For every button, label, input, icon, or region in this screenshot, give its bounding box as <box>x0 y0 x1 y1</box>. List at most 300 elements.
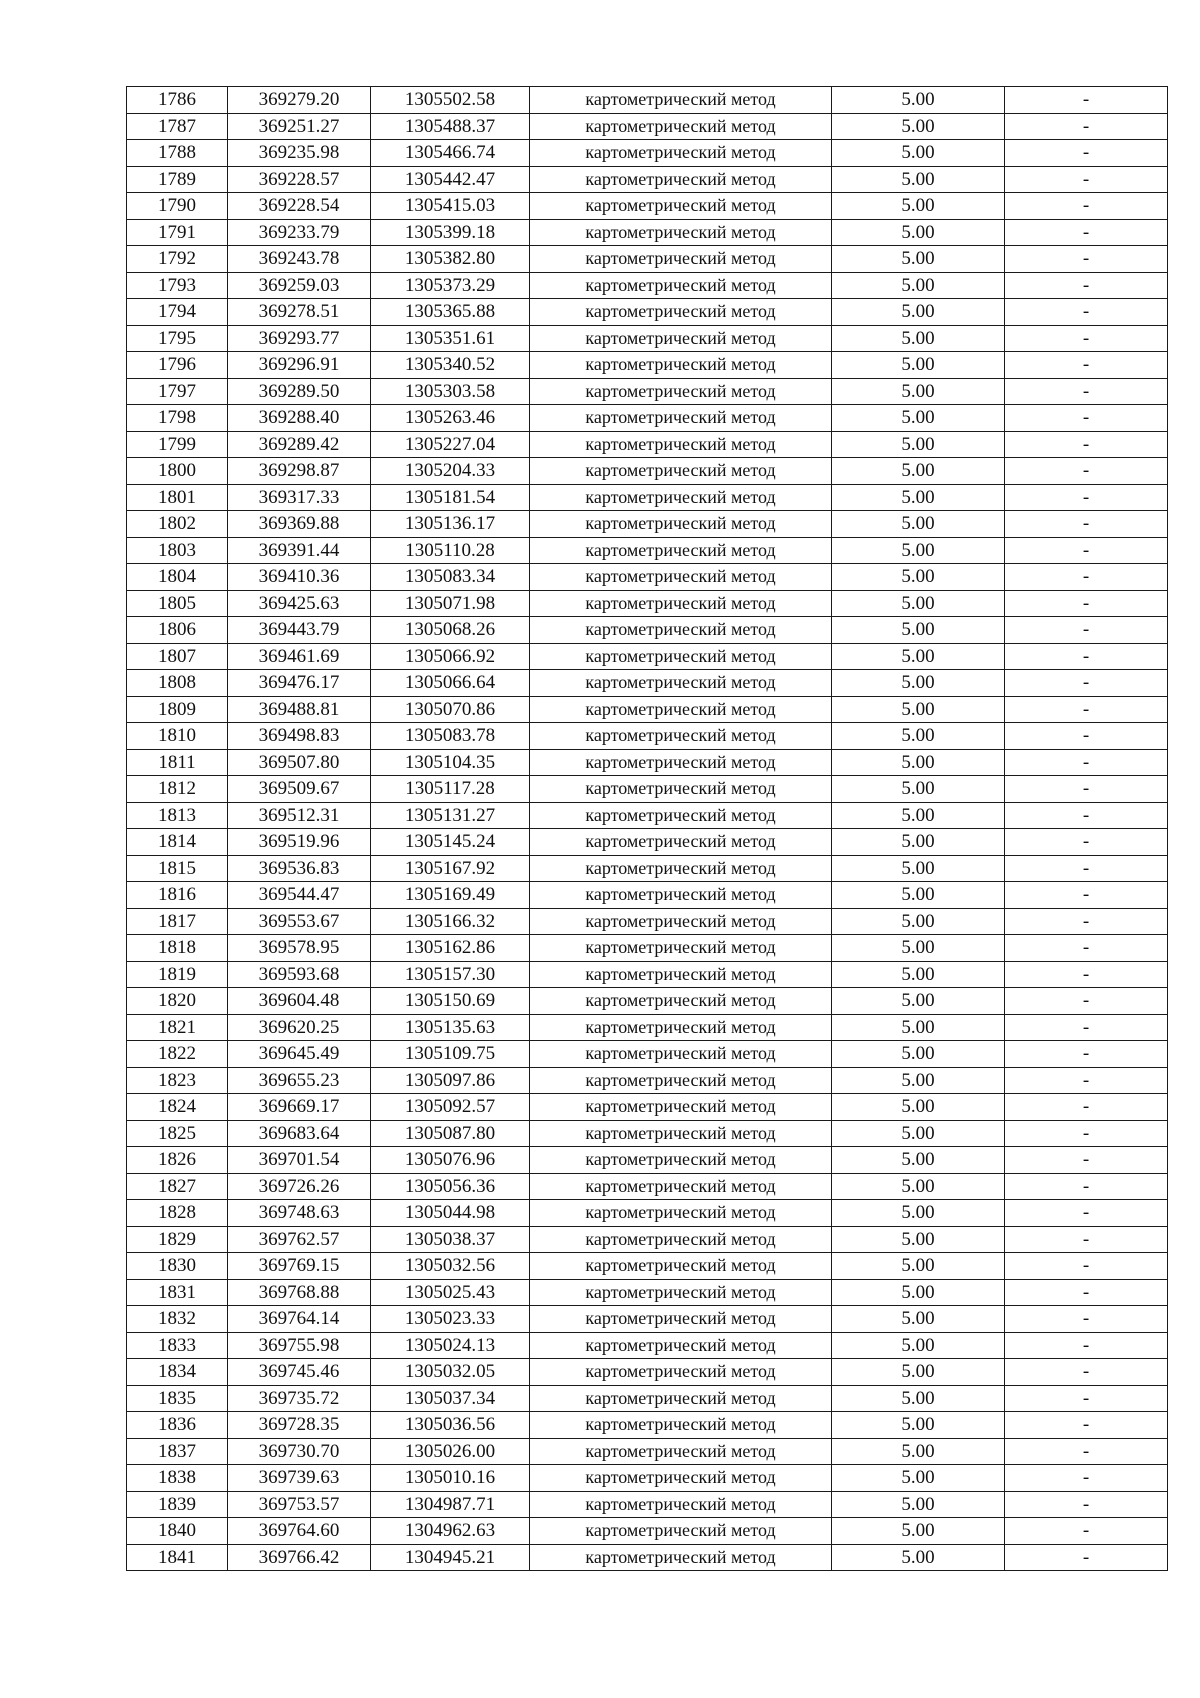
note-cell: - <box>1005 829 1168 856</box>
method-cell: картометрический метод <box>530 855 832 882</box>
note-cell: - <box>1005 1412 1168 1439</box>
table-row <box>127 590 1168 617</box>
x-coordinate-cell: 369748.63 <box>228 1200 371 1227</box>
table-row <box>127 749 1168 776</box>
y-coordinate-cell: 1305066.92 <box>371 643 530 670</box>
x-coordinate-cell: 369604.48 <box>228 988 371 1015</box>
x-coordinate-cell: 369235.98 <box>228 140 371 167</box>
note-cell: - <box>1005 1226 1168 1253</box>
accuracy-cell: 5.00 <box>832 458 1005 485</box>
note-cell: - <box>1005 723 1168 750</box>
x-coordinate-cell: 369755.98 <box>228 1332 371 1359</box>
table-row <box>127 1253 1168 1280</box>
point-number-cell: 1815 <box>127 855 228 882</box>
accuracy-cell: 5.00 <box>832 219 1005 246</box>
x-coordinate-cell: 369735.72 <box>228 1385 371 1412</box>
y-coordinate-cell: 1305066.64 <box>371 670 530 697</box>
y-coordinate-cell: 1304987.71 <box>371 1491 530 1518</box>
note-cell: - <box>1005 1253 1168 1280</box>
point-number-cell: 1798 <box>127 405 228 432</box>
table-row <box>127 882 1168 909</box>
table-row <box>127 1332 1168 1359</box>
accuracy-cell: 5.00 <box>832 246 1005 273</box>
y-coordinate-cell: 1305117.28 <box>371 776 530 803</box>
x-coordinate-cell: 369410.36 <box>228 564 371 591</box>
point-number-cell: 1802 <box>127 511 228 538</box>
y-coordinate-cell: 1305351.61 <box>371 325 530 352</box>
table-row <box>127 696 1168 723</box>
note-cell: - <box>1005 1332 1168 1359</box>
x-coordinate-cell: 369768.88 <box>228 1279 371 1306</box>
accuracy-cell: 5.00 <box>832 564 1005 591</box>
x-coordinate-cell: 369764.14 <box>228 1306 371 1333</box>
table-row <box>127 1279 1168 1306</box>
method-cell: картометрический метод <box>530 1306 832 1333</box>
point-number-cell: 1803 <box>127 537 228 564</box>
table-row <box>127 299 1168 326</box>
y-coordinate-cell: 1305068.26 <box>371 617 530 644</box>
note-cell: - <box>1005 1518 1168 1545</box>
point-number-cell: 1786 <box>127 87 228 114</box>
method-cell: картометрический метод <box>530 1544 832 1571</box>
x-coordinate-cell: 369233.79 <box>228 219 371 246</box>
table-row <box>127 458 1168 485</box>
point-number-cell: 1816 <box>127 882 228 909</box>
point-number-cell: 1821 <box>127 1014 228 1041</box>
accuracy-cell: 5.00 <box>832 908 1005 935</box>
x-coordinate-cell: 369730.70 <box>228 1438 371 1465</box>
y-coordinate-cell: 1305263.46 <box>371 405 530 432</box>
accuracy-cell: 5.00 <box>832 1147 1005 1174</box>
note-cell: - <box>1005 1385 1168 1412</box>
accuracy-cell: 5.00 <box>832 1465 1005 1492</box>
accuracy-cell: 5.00 <box>832 935 1005 962</box>
table-row <box>127 829 1168 856</box>
y-coordinate-cell: 1305135.63 <box>371 1014 530 1041</box>
note-cell: - <box>1005 1359 1168 1386</box>
x-coordinate-cell: 369278.51 <box>228 299 371 326</box>
accuracy-cell: 5.00 <box>832 1067 1005 1094</box>
x-coordinate-cell: 369476.17 <box>228 670 371 697</box>
method-cell: картометрический метод <box>530 1200 832 1227</box>
y-coordinate-cell: 1305109.75 <box>371 1041 530 1068</box>
accuracy-cell: 5.00 <box>832 590 1005 617</box>
note-cell: - <box>1005 1014 1168 1041</box>
method-cell: картометрический метод <box>530 1465 832 1492</box>
table-row <box>127 670 1168 697</box>
method-cell: картометрический метод <box>530 1067 832 1094</box>
accuracy-cell: 5.00 <box>832 511 1005 538</box>
method-cell: картометрический метод <box>530 908 832 935</box>
accuracy-cell: 5.00 <box>832 1385 1005 1412</box>
note-cell: - <box>1005 855 1168 882</box>
accuracy-cell: 5.00 <box>832 272 1005 299</box>
accuracy-cell: 5.00 <box>832 855 1005 882</box>
point-number-cell: 1840 <box>127 1518 228 1545</box>
method-cell: картометрический метод <box>530 1120 832 1147</box>
point-number-cell: 1809 <box>127 696 228 723</box>
note-cell: - <box>1005 352 1168 379</box>
note-cell: - <box>1005 617 1168 644</box>
point-number-cell: 1829 <box>127 1226 228 1253</box>
accuracy-cell: 5.00 <box>832 1173 1005 1200</box>
point-number-cell: 1787 <box>127 113 228 140</box>
y-coordinate-cell: 1305167.92 <box>371 855 530 882</box>
accuracy-cell: 5.00 <box>832 1544 1005 1571</box>
x-coordinate-cell: 369701.54 <box>228 1147 371 1174</box>
method-cell: картометрический метод <box>530 166 832 193</box>
method-cell: картометрический метод <box>530 802 832 829</box>
accuracy-cell: 5.00 <box>832 670 1005 697</box>
method-cell: картометрический метод <box>530 988 832 1015</box>
point-number-cell: 1804 <box>127 564 228 591</box>
x-coordinate-cell: 369645.49 <box>228 1041 371 1068</box>
x-coordinate-cell: 369461.69 <box>228 643 371 670</box>
y-coordinate-cell: 1305097.86 <box>371 1067 530 1094</box>
point-number-cell: 1800 <box>127 458 228 485</box>
accuracy-cell: 5.00 <box>832 643 1005 670</box>
x-coordinate-cell: 369620.25 <box>228 1014 371 1041</box>
method-cell: картометрический метод <box>530 352 832 379</box>
y-coordinate-cell: 1305145.24 <box>371 829 530 856</box>
point-number-cell: 1838 <box>127 1465 228 1492</box>
table-row <box>127 325 1168 352</box>
note-cell: - <box>1005 988 1168 1015</box>
note-cell: - <box>1005 1094 1168 1121</box>
x-coordinate-cell: 369369.88 <box>228 511 371 538</box>
accuracy-cell: 5.00 <box>832 87 1005 114</box>
table-row <box>127 272 1168 299</box>
y-coordinate-cell: 1305023.33 <box>371 1306 530 1333</box>
y-coordinate-cell: 1305056.36 <box>371 1173 530 1200</box>
accuracy-cell: 5.00 <box>832 352 1005 379</box>
method-cell: картометрический метод <box>530 723 832 750</box>
point-number-cell: 1828 <box>127 1200 228 1227</box>
point-number-cell: 1831 <box>127 1279 228 1306</box>
y-coordinate-cell: 1305399.18 <box>371 219 530 246</box>
table-row <box>127 1491 1168 1518</box>
y-coordinate-cell: 1305136.17 <box>371 511 530 538</box>
table-row <box>127 246 1168 273</box>
point-number-cell: 1819 <box>127 961 228 988</box>
table-row <box>127 405 1168 432</box>
x-coordinate-cell: 369764.60 <box>228 1518 371 1545</box>
point-number-cell: 1835 <box>127 1385 228 1412</box>
y-coordinate-cell: 1305070.86 <box>371 696 530 723</box>
accuracy-cell: 5.00 <box>832 378 1005 405</box>
point-number-cell: 1789 <box>127 166 228 193</box>
x-coordinate-cell: 369293.77 <box>228 325 371 352</box>
y-coordinate-cell: 1305083.34 <box>371 564 530 591</box>
x-coordinate-cell: 369544.47 <box>228 882 371 909</box>
x-coordinate-cell: 369288.40 <box>228 405 371 432</box>
y-coordinate-cell: 1305087.80 <box>371 1120 530 1147</box>
point-number-cell: 1791 <box>127 219 228 246</box>
x-coordinate-cell: 369243.78 <box>228 246 371 273</box>
method-cell: картометрический метод <box>530 246 832 273</box>
note-cell: - <box>1005 272 1168 299</box>
accuracy-cell: 5.00 <box>832 193 1005 220</box>
method-cell: картометрический метод <box>530 1412 832 1439</box>
point-number-cell: 1799 <box>127 431 228 458</box>
y-coordinate-cell: 1305024.13 <box>371 1332 530 1359</box>
note-cell: - <box>1005 749 1168 776</box>
accuracy-cell: 5.00 <box>832 829 1005 856</box>
accuracy-cell: 5.00 <box>832 1279 1005 1306</box>
note-cell: - <box>1005 458 1168 485</box>
y-coordinate-cell: 1305415.03 <box>371 193 530 220</box>
table-row <box>127 537 1168 564</box>
x-coordinate-cell: 369769.15 <box>228 1253 371 1280</box>
accuracy-cell: 5.00 <box>832 166 1005 193</box>
table-row <box>127 193 1168 220</box>
table-row <box>127 1147 1168 1174</box>
x-coordinate-cell: 369279.20 <box>228 87 371 114</box>
accuracy-cell: 5.00 <box>832 882 1005 909</box>
method-cell: картометрический метод <box>530 272 832 299</box>
method-cell: картометрический метод <box>530 1332 832 1359</box>
note-cell: - <box>1005 1067 1168 1094</box>
x-coordinate-cell: 369512.31 <box>228 802 371 829</box>
point-number-cell: 1814 <box>127 829 228 856</box>
table-row <box>127 166 1168 193</box>
table-row <box>127 484 1168 511</box>
table-row <box>127 140 1168 167</box>
note-cell: - <box>1005 1465 1168 1492</box>
accuracy-cell: 5.00 <box>832 617 1005 644</box>
point-number-cell: 1826 <box>127 1147 228 1174</box>
point-number-cell: 1824 <box>127 1094 228 1121</box>
table-row <box>127 1014 1168 1041</box>
accuracy-cell: 5.00 <box>832 1226 1005 1253</box>
method-cell: картометрический метод <box>530 537 832 564</box>
x-coordinate-cell: 369519.96 <box>228 829 371 856</box>
note-cell: - <box>1005 193 1168 220</box>
y-coordinate-cell: 1305466.74 <box>371 140 530 167</box>
note-cell: - <box>1005 1438 1168 1465</box>
y-coordinate-cell: 1305044.98 <box>371 1200 530 1227</box>
y-coordinate-cell: 1305092.57 <box>371 1094 530 1121</box>
x-coordinate-cell: 369228.57 <box>228 166 371 193</box>
point-number-cell: 1827 <box>127 1173 228 1200</box>
note-cell: - <box>1005 325 1168 352</box>
point-number-cell: 1807 <box>127 643 228 670</box>
method-cell: картометрический метод <box>530 219 832 246</box>
y-coordinate-cell: 1305025.43 <box>371 1279 530 1306</box>
coordinates-table <box>126 86 1168 1571</box>
note-cell: - <box>1005 113 1168 140</box>
method-cell: картометрический метод <box>530 1279 832 1306</box>
accuracy-cell: 5.00 <box>832 961 1005 988</box>
table-row <box>127 1544 1168 1571</box>
method-cell: картометрический метод <box>530 1359 832 1386</box>
note-cell: - <box>1005 908 1168 935</box>
note-cell: - <box>1005 1279 1168 1306</box>
note-cell: - <box>1005 1147 1168 1174</box>
note-cell: - <box>1005 431 1168 458</box>
method-cell: картометрический метод <box>530 113 832 140</box>
x-coordinate-cell: 369593.68 <box>228 961 371 988</box>
note-cell: - <box>1005 882 1168 909</box>
x-coordinate-cell: 369488.81 <box>228 696 371 723</box>
x-coordinate-cell: 369762.57 <box>228 1226 371 1253</box>
y-coordinate-cell: 1305150.69 <box>371 988 530 1015</box>
note-cell: - <box>1005 590 1168 617</box>
note-cell: - <box>1005 511 1168 538</box>
x-coordinate-cell: 369507.80 <box>228 749 371 776</box>
table-row <box>127 723 1168 750</box>
note-cell: - <box>1005 802 1168 829</box>
x-coordinate-cell: 369296.91 <box>228 352 371 379</box>
table-row <box>127 988 1168 1015</box>
point-number-cell: 1812 <box>127 776 228 803</box>
note-cell: - <box>1005 246 1168 273</box>
note-cell: - <box>1005 1120 1168 1147</box>
method-cell: картометрический метод <box>530 1253 832 1280</box>
note-cell: - <box>1005 378 1168 405</box>
method-cell: картометрический метод <box>530 1147 832 1174</box>
point-number-cell: 1818 <box>127 935 228 962</box>
method-cell: картометрический метод <box>530 458 832 485</box>
method-cell: картометрический метод <box>530 1173 832 1200</box>
x-coordinate-cell: 369317.33 <box>228 484 371 511</box>
y-coordinate-cell: 1305026.00 <box>371 1438 530 1465</box>
x-coordinate-cell: 369745.46 <box>228 1359 371 1386</box>
method-cell: картометрический метод <box>530 643 832 670</box>
point-number-cell: 1837 <box>127 1438 228 1465</box>
point-number-cell: 1834 <box>127 1359 228 1386</box>
y-coordinate-cell: 1305340.52 <box>371 352 530 379</box>
method-cell: картометрический метод <box>530 1041 832 1068</box>
method-cell: картометрический метод <box>530 299 832 326</box>
y-coordinate-cell: 1305382.80 <box>371 246 530 273</box>
x-coordinate-cell: 369683.64 <box>228 1120 371 1147</box>
point-number-cell: 1822 <box>127 1041 228 1068</box>
table-row <box>127 87 1168 114</box>
accuracy-cell: 5.00 <box>832 1253 1005 1280</box>
accuracy-cell: 5.00 <box>832 299 1005 326</box>
x-coordinate-cell: 369289.50 <box>228 378 371 405</box>
x-coordinate-cell: 369669.17 <box>228 1094 371 1121</box>
method-cell: картометрический метод <box>530 1385 832 1412</box>
method-cell: картометрический метод <box>530 1226 832 1253</box>
y-coordinate-cell: 1305032.05 <box>371 1359 530 1386</box>
table-row <box>127 855 1168 882</box>
method-cell: картометрический метод <box>530 564 832 591</box>
y-coordinate-cell: 1305032.56 <box>371 1253 530 1280</box>
x-coordinate-cell: 369655.23 <box>228 1067 371 1094</box>
note-cell: - <box>1005 405 1168 432</box>
x-coordinate-cell: 369298.87 <box>228 458 371 485</box>
x-coordinate-cell: 369726.26 <box>228 1173 371 1200</box>
coordinates-table-body <box>127 87 1168 1571</box>
method-cell: картометрический метод <box>530 193 832 220</box>
point-number-cell: 1836 <box>127 1412 228 1439</box>
point-number-cell: 1813 <box>127 802 228 829</box>
table-row <box>127 1094 1168 1121</box>
method-cell: картометрический метод <box>530 1438 832 1465</box>
y-coordinate-cell: 1305037.34 <box>371 1385 530 1412</box>
y-coordinate-cell: 1305010.16 <box>371 1465 530 1492</box>
accuracy-cell: 5.00 <box>832 140 1005 167</box>
method-cell: картометрический метод <box>530 696 832 723</box>
point-number-cell: 1801 <box>127 484 228 511</box>
x-coordinate-cell: 369289.42 <box>228 431 371 458</box>
table-row <box>127 643 1168 670</box>
accuracy-cell: 5.00 <box>832 749 1005 776</box>
accuracy-cell: 5.00 <box>832 776 1005 803</box>
method-cell: картометрический метод <box>530 405 832 432</box>
note-cell: - <box>1005 299 1168 326</box>
method-cell: картометрический метод <box>530 961 832 988</box>
table-row <box>127 935 1168 962</box>
x-coordinate-cell: 369443.79 <box>228 617 371 644</box>
note-cell: - <box>1005 140 1168 167</box>
y-coordinate-cell: 1305076.96 <box>371 1147 530 1174</box>
note-cell: - <box>1005 537 1168 564</box>
table-row <box>127 1359 1168 1386</box>
table-row <box>127 908 1168 935</box>
point-number-cell: 1792 <box>127 246 228 273</box>
note-cell: - <box>1005 1491 1168 1518</box>
note-cell: - <box>1005 87 1168 114</box>
table-row <box>127 564 1168 591</box>
method-cell: картометрический метод <box>530 325 832 352</box>
note-cell: - <box>1005 670 1168 697</box>
method-cell: картометрический метод <box>530 617 832 644</box>
x-coordinate-cell: 369228.54 <box>228 193 371 220</box>
x-coordinate-cell: 369578.95 <box>228 935 371 962</box>
point-number-cell: 1833 <box>127 1332 228 1359</box>
table-row <box>127 1412 1168 1439</box>
method-cell: картометрический метод <box>530 484 832 511</box>
method-cell: картометрический метод <box>530 670 832 697</box>
point-number-cell: 1788 <box>127 140 228 167</box>
accuracy-cell: 5.00 <box>832 696 1005 723</box>
table-row <box>127 1438 1168 1465</box>
method-cell: картометрический метод <box>530 1014 832 1041</box>
accuracy-cell: 5.00 <box>832 405 1005 432</box>
accuracy-cell: 5.00 <box>832 1120 1005 1147</box>
method-cell: картометрический метод <box>530 1518 832 1545</box>
accuracy-cell: 5.00 <box>832 1200 1005 1227</box>
method-cell: картометрический метод <box>530 1094 832 1121</box>
x-coordinate-cell: 369259.03 <box>228 272 371 299</box>
method-cell: картометрический метод <box>530 882 832 909</box>
accuracy-cell: 5.00 <box>832 1438 1005 1465</box>
method-cell: картометрический метод <box>530 140 832 167</box>
accuracy-cell: 5.00 <box>832 988 1005 1015</box>
note-cell: - <box>1005 484 1168 511</box>
y-coordinate-cell: 1305166.32 <box>371 908 530 935</box>
point-number-cell: 1805 <box>127 590 228 617</box>
point-number-cell: 1797 <box>127 378 228 405</box>
table-row <box>127 378 1168 405</box>
accuracy-cell: 5.00 <box>832 802 1005 829</box>
note-cell: - <box>1005 935 1168 962</box>
table-row <box>127 113 1168 140</box>
method-cell: картометрический метод <box>530 431 832 458</box>
table-row <box>127 1120 1168 1147</box>
note-cell: - <box>1005 1306 1168 1333</box>
table-row <box>127 1518 1168 1545</box>
x-coordinate-cell: 369728.35 <box>228 1412 371 1439</box>
method-cell: картометрический метод <box>530 829 832 856</box>
method-cell: картометрический метод <box>530 590 832 617</box>
y-coordinate-cell: 1304945.21 <box>371 1544 530 1571</box>
y-coordinate-cell: 1305036.56 <box>371 1412 530 1439</box>
x-coordinate-cell: 369425.63 <box>228 590 371 617</box>
